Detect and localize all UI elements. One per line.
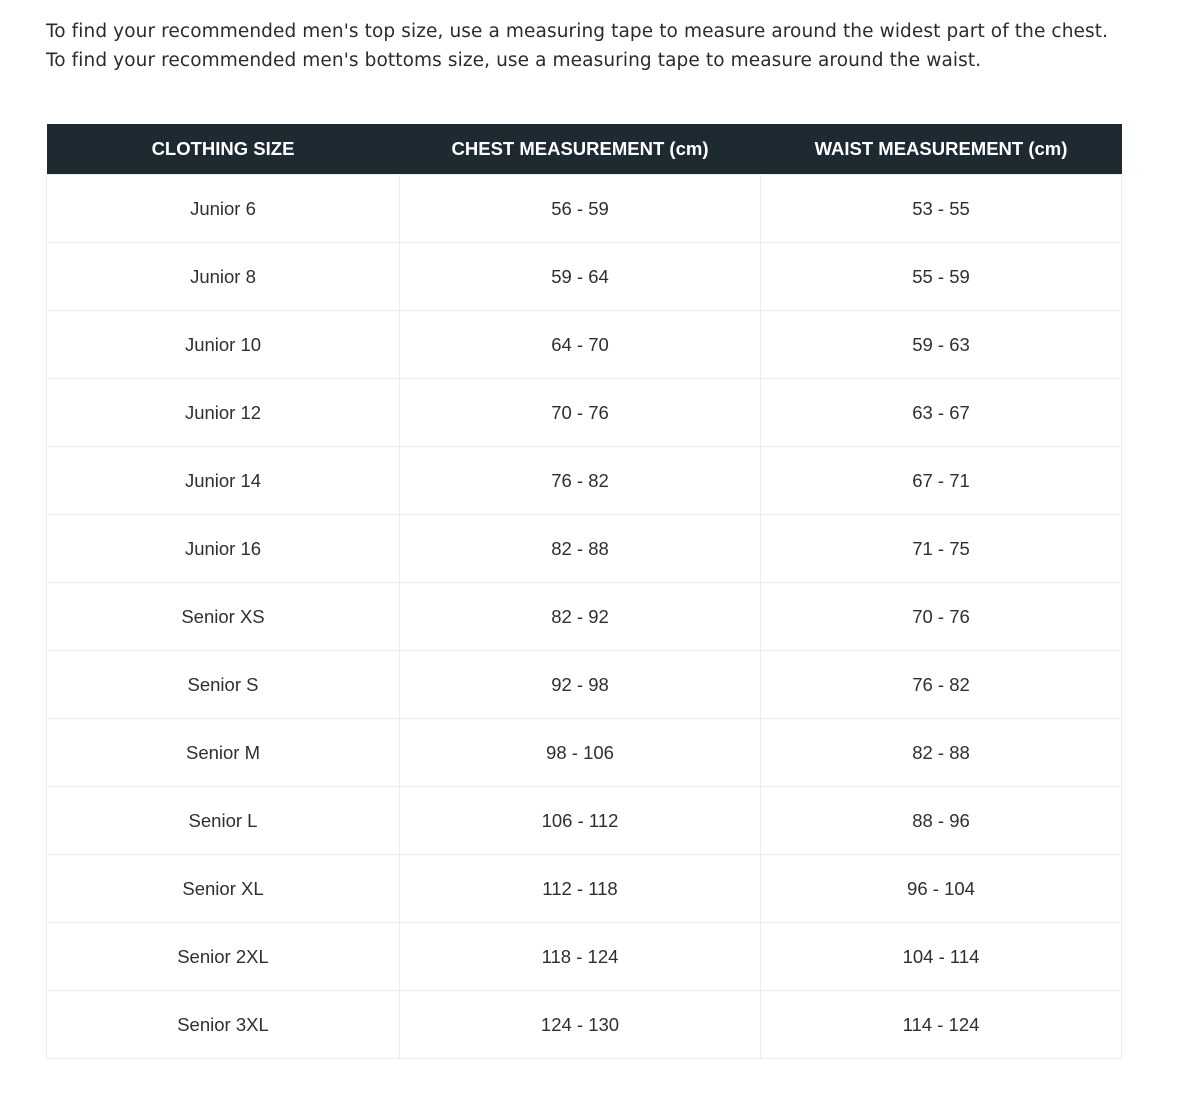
clothing-size-cell: Senior 3XL <box>47 991 400 1059</box>
size-chart-body <box>47 175 1122 1059</box>
waist-measurement-cell: 76 - 82 <box>761 651 1122 719</box>
clothing-size-cell: Junior 16 <box>47 515 400 583</box>
clothing-size-cell: Senior M <box>47 719 400 787</box>
waist-measurement-cell: 114 - 124 <box>761 991 1122 1059</box>
chest-measurement-cell: 112 - 118 <box>400 855 761 923</box>
waist-measurement-cell: 104 - 114 <box>761 923 1122 991</box>
intro-top-size-text: To find your recommended men's top size, use a measuring tape to measure around the widest part of the chest. <box>46 21 1109 42</box>
table-row <box>47 311 1122 379</box>
chest-measurement-cell: 82 - 92 <box>400 583 761 651</box>
waist-measurement-cell: 82 - 88 <box>761 719 1122 787</box>
header-clothing-size: CLOTHING SIZE <box>47 124 400 175</box>
waist-measurement-cell: 59 - 63 <box>761 311 1122 379</box>
table-row <box>47 379 1122 447</box>
table-row <box>47 515 1122 583</box>
table-row <box>47 719 1122 787</box>
chest-measurement-cell: 56 - 59 <box>400 175 761 243</box>
clothing-size-cell: Junior 14 <box>47 447 400 515</box>
table-row <box>47 991 1122 1059</box>
chest-measurement-cell: 98 - 106 <box>400 719 761 787</box>
waist-measurement-cell: 70 - 76 <box>761 583 1122 651</box>
clothing-size-cell: Senior 2XL <box>47 923 400 991</box>
waist-measurement-cell: 96 - 104 <box>761 855 1122 923</box>
waist-measurement-cell: 55 - 59 <box>761 243 1122 311</box>
chest-measurement-cell: 82 - 88 <box>400 515 761 583</box>
clothing-size-cell: Junior 12 <box>47 379 400 447</box>
size-guide-intro <box>46 18 1126 75</box>
clothing-size-cell: Junior 8 <box>47 243 400 311</box>
size-chart-header <box>47 124 1122 175</box>
table-row <box>47 243 1122 311</box>
table-row <box>47 447 1122 515</box>
chest-measurement-cell: 118 - 124 <box>400 923 761 991</box>
chest-measurement-cell: 106 - 112 <box>400 787 761 855</box>
table-row <box>47 583 1122 651</box>
chest-measurement-cell: 64 - 70 <box>400 311 761 379</box>
header-chest-measurement: CHEST MEASUREMENT (cm) <box>400 124 761 175</box>
table-row <box>47 175 1122 243</box>
clothing-size-cell: Senior L <box>47 787 400 855</box>
clothing-size-cell: Senior S <box>47 651 400 719</box>
chest-measurement-cell: 59 - 64 <box>400 243 761 311</box>
clothing-size-cell: Junior 6 <box>47 175 400 243</box>
table-row <box>47 787 1122 855</box>
size-chart-table <box>46 124 1122 1059</box>
table-row <box>47 855 1122 923</box>
clothing-size-cell: Senior XS <box>47 583 400 651</box>
chest-measurement-cell: 124 - 130 <box>400 991 761 1059</box>
chest-measurement-cell: 92 - 98 <box>400 651 761 719</box>
waist-measurement-cell: 71 - 75 <box>761 515 1122 583</box>
clothing-size-cell: Junior 10 <box>47 311 400 379</box>
waist-measurement-cell: 63 - 67 <box>761 379 1122 447</box>
chest-measurement-cell: 76 - 82 <box>400 447 761 515</box>
header-waist-measurement: WAIST MEASUREMENT (cm) <box>761 124 1122 175</box>
waist-measurement-cell: 67 - 71 <box>761 447 1122 515</box>
clothing-size-cell: Senior XL <box>47 855 400 923</box>
waist-measurement-cell: 88 - 96 <box>761 787 1122 855</box>
chest-measurement-cell: 70 - 76 <box>400 379 761 447</box>
table-row <box>47 923 1122 991</box>
table-row <box>47 651 1122 719</box>
waist-measurement-cell: 53 - 55 <box>761 175 1122 243</box>
header-row <box>47 124 1122 175</box>
intro-bottoms-size-text: To find your recommended men's bottoms size, use a measuring tape to measure around the waist. <box>46 49 982 71</box>
